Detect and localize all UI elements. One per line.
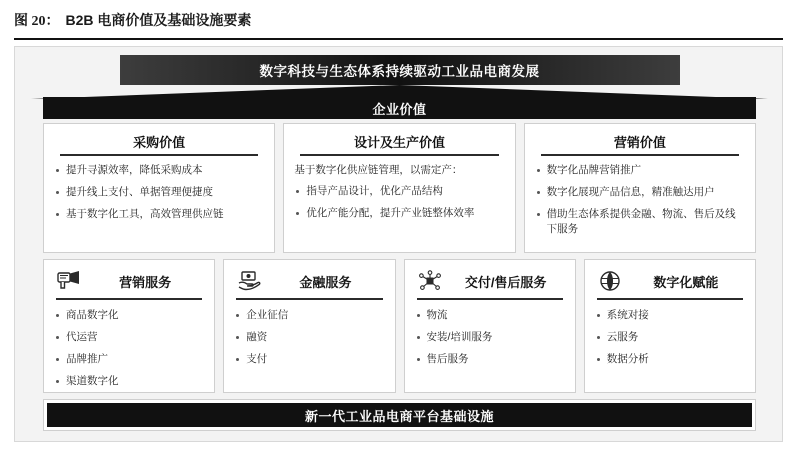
figure-caption xyxy=(0,0,797,36)
value-card-design-production xyxy=(283,123,515,253)
list-item: 基于数字化工具，高效管理供应链 xyxy=(54,207,264,222)
service-card-title: 金融服务 xyxy=(299,274,352,290)
list-item: 数字化品牌营销推广 xyxy=(535,163,745,178)
value-card-bullets xyxy=(294,184,504,221)
list-item: 物流 xyxy=(415,308,565,323)
service-card-finance xyxy=(223,259,395,393)
value-card-bullets xyxy=(535,163,745,237)
service-card-row xyxy=(43,259,756,393)
value-card-title: 采购价值 xyxy=(60,132,258,156)
list-item: 借助生态体系提供金融、物流、售后及线下服务 xyxy=(535,207,745,237)
list-item: 渠道数字化 xyxy=(54,374,204,389)
service-card-header xyxy=(236,268,382,300)
service-card-marketing xyxy=(43,259,215,393)
megaphone-icon xyxy=(56,268,82,294)
list-item: 优化产能分配，提升产业链整体效率 xyxy=(294,206,504,221)
list-item: 系统对接 xyxy=(595,308,745,323)
enterprise-value-bar: 企业价值 xyxy=(43,97,756,119)
infrastructure-bar: 新一代工业品电商平台基础设施 xyxy=(47,403,752,427)
list-item: 提升寻源效率，降低采购成本 xyxy=(54,163,264,178)
figure-caption-title: B2B 电商价值及基础设施要素 xyxy=(65,12,252,28)
list-item: 企业征信 xyxy=(234,308,384,323)
figure-caption-label: 图 20： xyxy=(14,14,60,29)
list-item: 安装/培训服务 xyxy=(415,330,565,345)
service-card-digital-enablement xyxy=(584,259,756,393)
service-card-title: 交付/售后服务 xyxy=(464,274,547,290)
list-item: 融资 xyxy=(234,330,384,345)
value-card-title: 设计及生产价值 xyxy=(300,132,498,156)
service-card-delivery-aftersales xyxy=(404,259,576,393)
list-item: 品牌推广 xyxy=(54,352,204,367)
value-card-lead: 基于数字化供应链管理，以需定产： xyxy=(294,164,463,176)
value-card-procurement xyxy=(43,123,275,253)
service-card-header xyxy=(597,268,743,300)
list-item: 代运营 xyxy=(54,330,204,345)
list-item: 数字化展现产品信息，精准触达用户 xyxy=(535,185,745,200)
list-item: 售后服务 xyxy=(415,352,565,367)
top-banner: 数字科技与生态体系持续驱动工业品电商发展 xyxy=(120,55,680,85)
list-item: 提升线上支付、单据管理便捷度 xyxy=(54,185,264,200)
value-card-bullets xyxy=(54,163,264,222)
infrastructure-panel xyxy=(43,399,756,431)
diagram-canvas xyxy=(14,46,783,442)
list-item: 数据分析 xyxy=(595,352,745,367)
service-card-bullets xyxy=(54,308,204,389)
money-hand-icon xyxy=(236,268,262,294)
list-item: 云服务 xyxy=(595,330,745,345)
service-card-header xyxy=(56,268,202,300)
service-card-title: 数字化赋能 xyxy=(653,274,719,290)
service-card-header xyxy=(417,268,563,300)
list-item: 商品数字化 xyxy=(54,308,204,323)
service-card-bullets xyxy=(595,308,745,367)
caption-divider xyxy=(14,38,783,40)
top-banner-group xyxy=(31,55,768,99)
value-card-title: 营销价值 xyxy=(541,132,739,156)
service-card-bullets xyxy=(415,308,565,367)
network-node-icon xyxy=(417,268,443,294)
service-card-title: 营销服务 xyxy=(119,274,172,290)
globe-icon xyxy=(597,268,623,294)
list-item: 支付 xyxy=(234,352,384,367)
value-card-row xyxy=(43,123,756,253)
list-item: 指导产品设计，优化产品结构 xyxy=(294,184,504,199)
service-card-bullets xyxy=(234,308,384,367)
value-card-marketing xyxy=(524,123,756,253)
